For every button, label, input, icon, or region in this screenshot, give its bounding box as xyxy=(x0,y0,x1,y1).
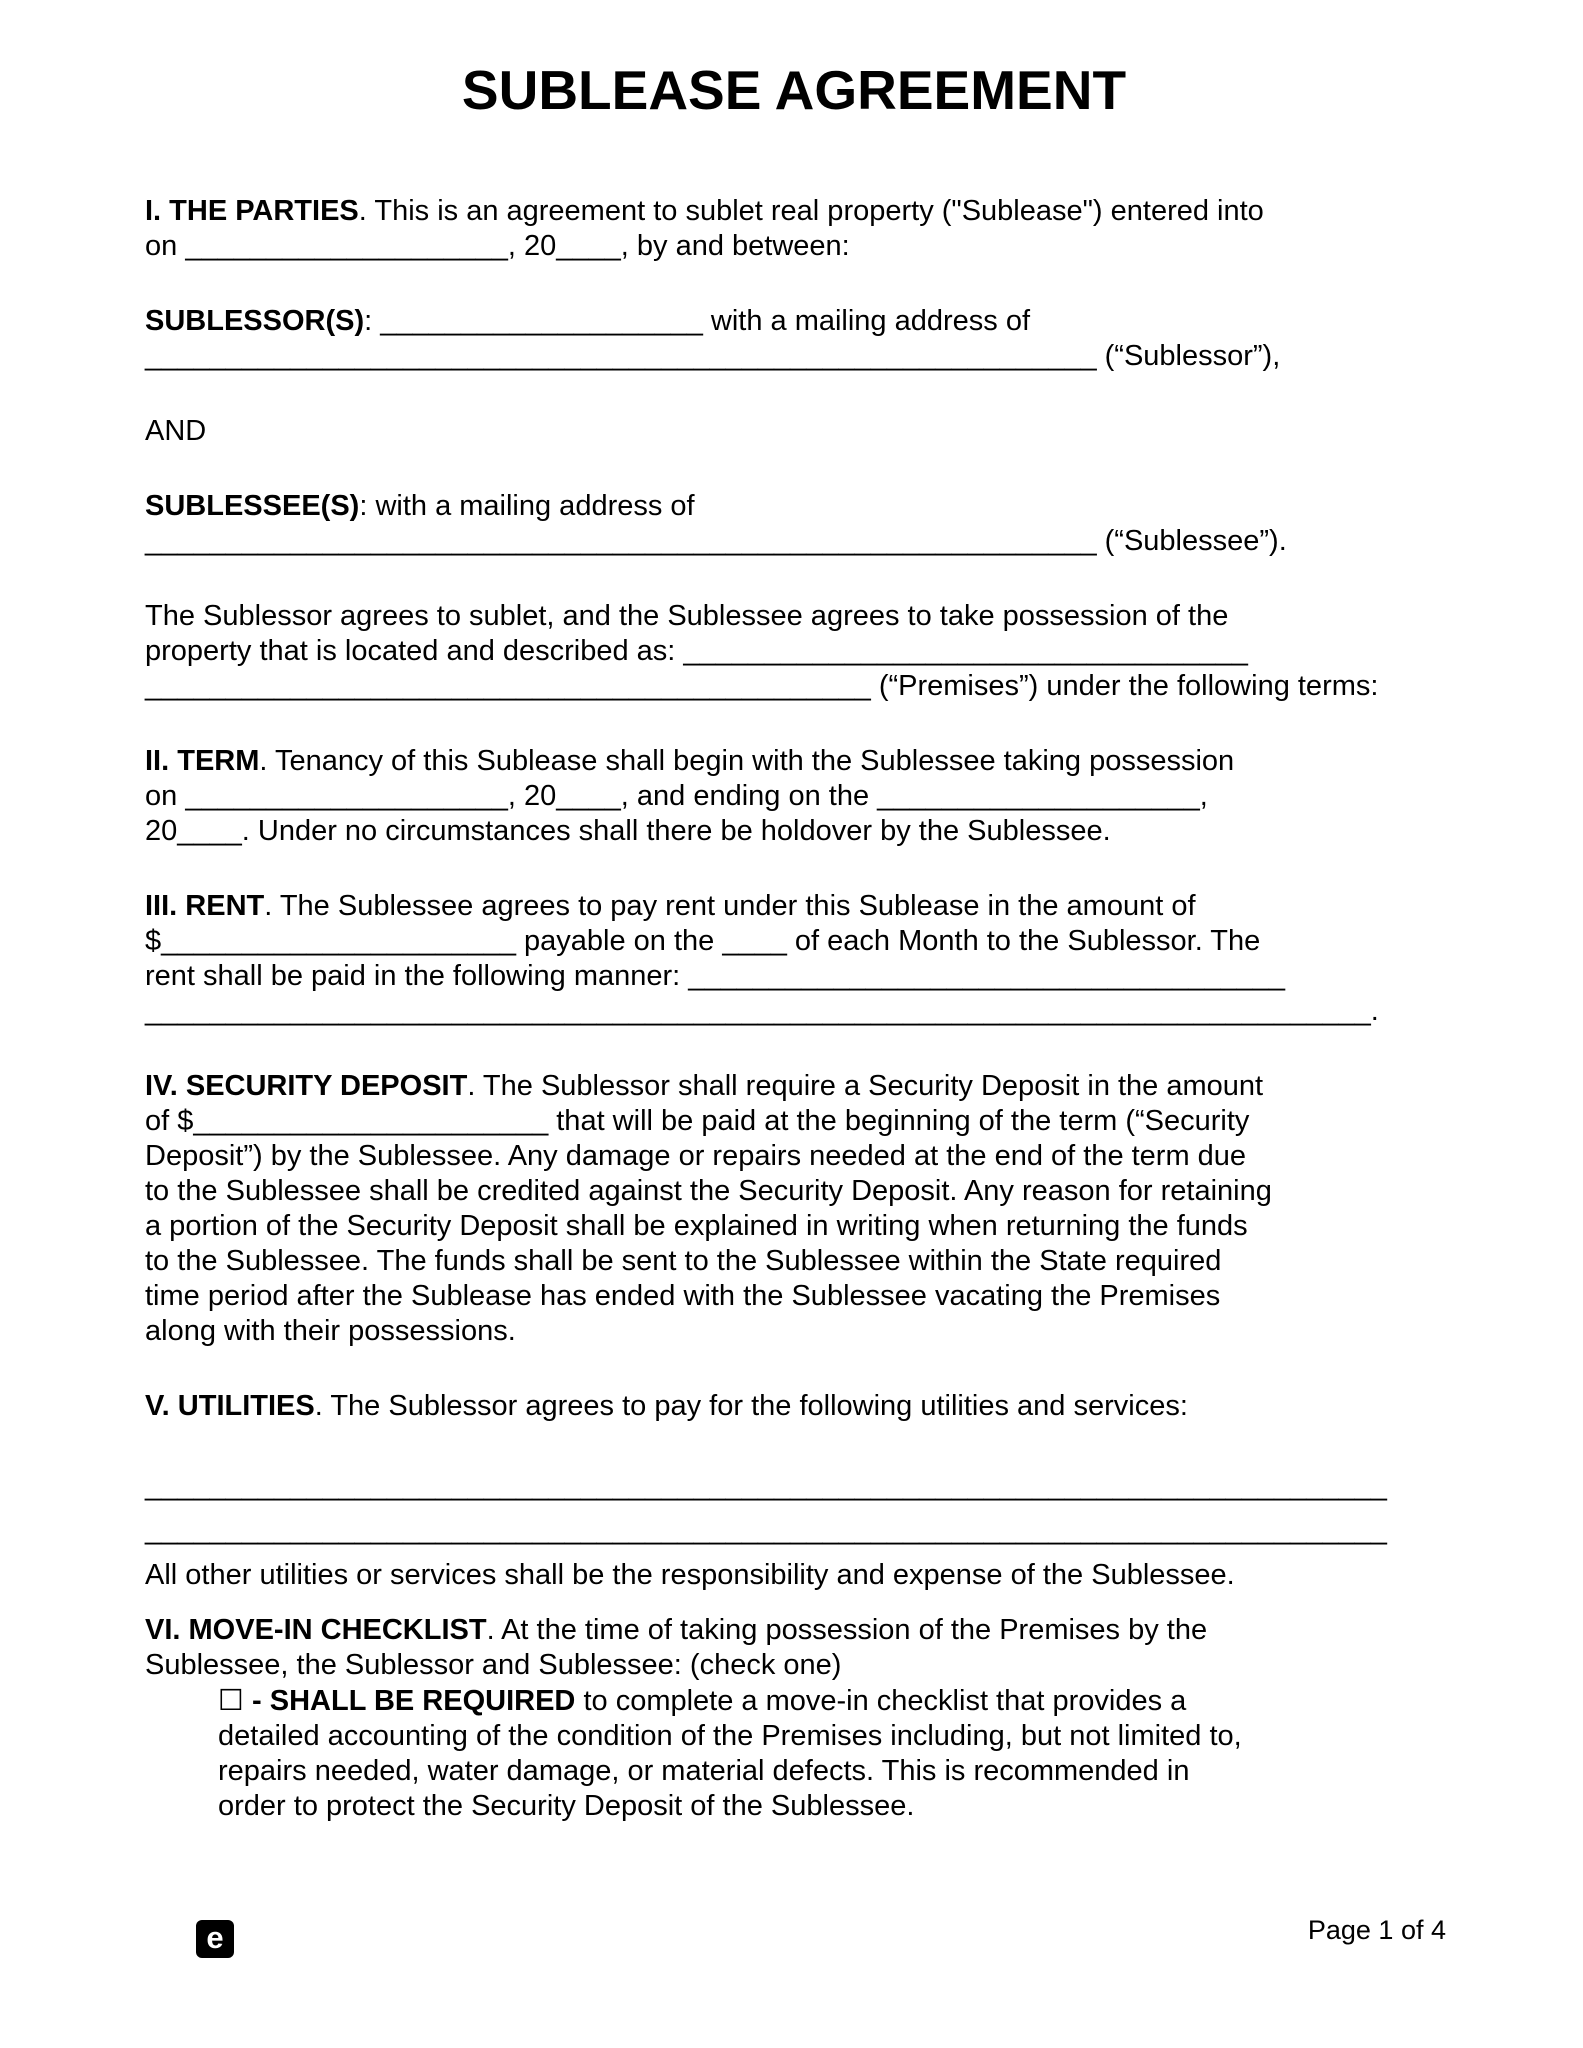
section-move-in-checklist xyxy=(145,1613,1443,1683)
section-move-in-checklist-body: . At the time of taking possession of the Premises by the Sublessee, the Sublessor and Sublessee: (check one) xyxy=(145,1614,1208,1681)
utilities-note: All other utilities or services shall be the responsibility and expense of the Sublessee. xyxy=(145,1559,1235,1591)
section-parties-heading: I. THE PARTIES xyxy=(145,195,359,227)
section-rent-heading: III. RENT xyxy=(145,890,265,922)
eforms-logo: e xyxy=(196,1920,234,1958)
section-utilities-body: . The Sublessor agrees to pay for the following utilities and services: xyxy=(314,1390,1188,1422)
section-security-deposit-heading: IV. SECURITY DEPOSIT xyxy=(145,1070,468,1102)
checklist-option-shall-be-required xyxy=(145,1683,1443,1824)
section-possession: The Sublessor agrees to sublet, and the Sublessee agrees to take possession of the property that is located and described as: ___________________________________ _____________________________________________ (“Premises”) under the following terms: xyxy=(145,600,1379,702)
page-title: SUBLEASE AGREEMENT xyxy=(461,59,1127,121)
section-term-body: . Tenancy of this Sublease shall begin with the Sublessee taking possession on ____________________, 20____, and ending on the ____________________, 20____. Under no circumstances shall there be holdover by the Sublessee. xyxy=(145,745,1235,847)
section-utilities-heading: V. UTILITIES xyxy=(145,1390,315,1422)
utilities-blank-line-1: _____________________________________________________________________________ xyxy=(145,1470,1387,1502)
section-sublessee-body: : with a mailing address of ___________________________________________________________ (“Sublessee”). xyxy=(145,490,1287,557)
checklist-option-body: to complete a move-in checklist that provides a detailed accounting of the condition of the Premises including, but not limited to, repairs needed, water damage, or material defects. This is recommended in order to protect the Security Deposit of the Sublessee. xyxy=(218,1685,1242,1822)
section-security-deposit-body: . The Sublessor shall require a Security Deposit in the amount of $______________________ that will be paid at the beginning of the term (“Security Deposit”) by the Sublessee. Any damage or repairs needed at the end of the term due to the Sublessee shall be credited against the Security Deposit. Any reason for retaining a portion of the Security Deposit shall be explained in writing when returning the funds to the Sublessee. The funds shall be sent to the Sublessee within the State required time period after the Sublease has ended with the Sublessee vacating the Premises along with their possessions. xyxy=(145,1070,1272,1347)
section-term xyxy=(145,744,1443,849)
page-number-label: Page 1 of 4 xyxy=(1307,1915,1446,1945)
conjunction-and: AND xyxy=(145,415,207,447)
section-sublessor-body: : ____________________ with a mailing address of ___________________________________________________________ (“Sublessor”), xyxy=(145,305,1281,372)
section-move-in-checklist-heading: VI. MOVE-IN CHECKLIST xyxy=(145,1614,487,1646)
section-security-deposit xyxy=(145,1069,1443,1349)
section-rent-body: . The Sublessee agrees to pay rent under this Sublease in the amount of $______________________ payable on the ____ of each Month to the Sublessor. The rent shall be paid in the following manner: _____________________________________ ____________________________________________________________________________. xyxy=(145,890,1379,1027)
section-parties xyxy=(145,194,1443,264)
section-utilities xyxy=(145,1389,1443,1424)
section-sublessor-heading: SUBLESSOR(S) xyxy=(145,305,365,337)
section-sublessee-heading: SUBLESSEE(S) xyxy=(145,490,360,522)
section-parties-body: . This is an agreement to sublet real property ("Sublease") entered into on ____________________, 20____, by and between: xyxy=(145,195,1264,262)
section-term-heading: II. TERM xyxy=(145,745,260,777)
checklist-option-label: - SHALL BE REQUIRED xyxy=(244,1685,576,1717)
section-sublessor xyxy=(145,304,1443,374)
section-rent xyxy=(145,889,1443,1029)
checkbox-icon[interactable]: ☐ xyxy=(218,1683,244,1717)
utilities-blank-line-2: _____________________________________________________________________________ xyxy=(145,1514,1387,1546)
section-sublessee xyxy=(145,489,1443,559)
utilities-blank-lines xyxy=(145,1469,1443,1548)
